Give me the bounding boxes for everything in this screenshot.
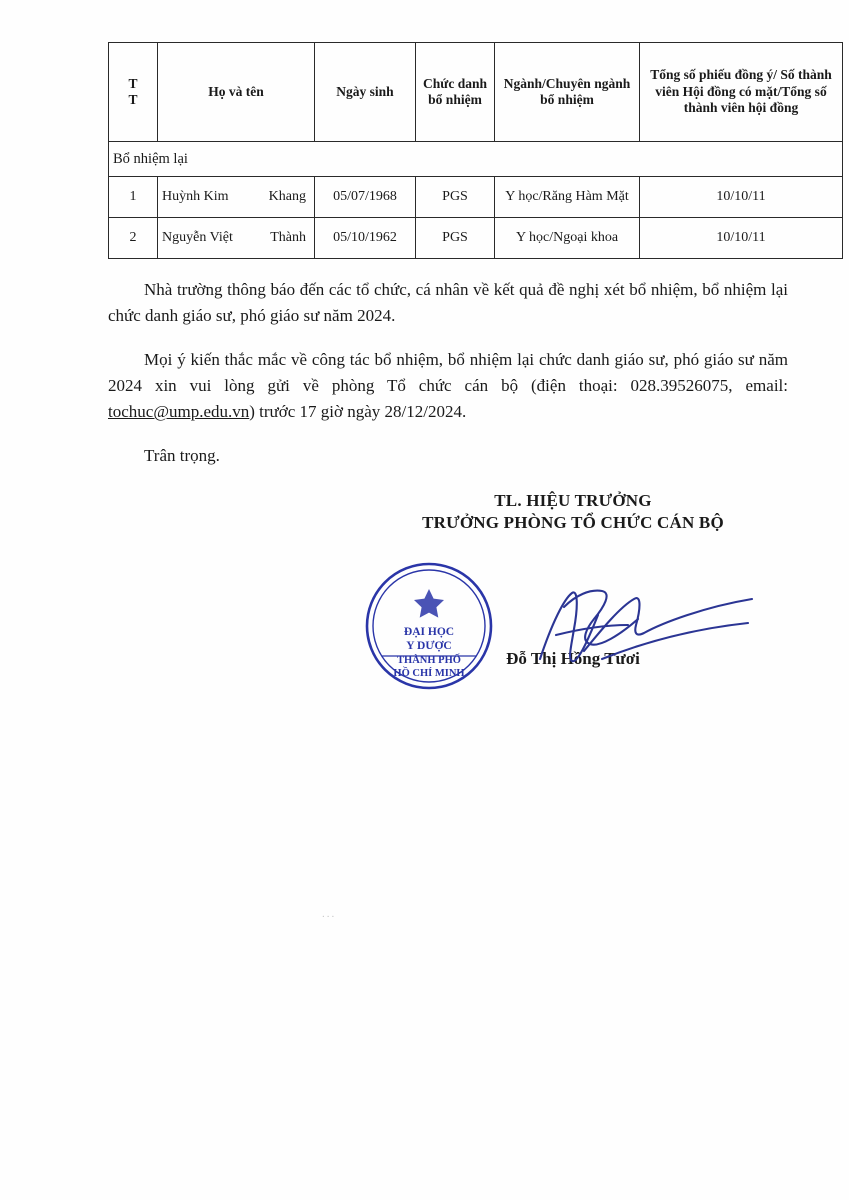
column-header-name: Họ và tên xyxy=(158,43,315,142)
signer-name: Đỗ Thị Hồng Tươi xyxy=(506,649,640,669)
cell-title: PGS xyxy=(416,177,495,218)
cell-votes: 10/10/11 xyxy=(640,177,843,218)
cell-major: Y học/Ngoại khoa xyxy=(495,218,640,259)
table-body xyxy=(109,142,843,259)
signature-role-line1: TL. HIỆU TRƯỞNG xyxy=(494,491,652,511)
column-header-major: Ngành/Chuyên ngành bổ nhiệm xyxy=(495,43,640,142)
document-content xyxy=(108,42,832,680)
cell-index: 2 xyxy=(109,218,158,259)
cell-name-family: Huỳnh Kim xyxy=(162,189,229,204)
paragraph-announcement: Nhà trường thông báo đến các tổ chức, cá nhân về kết quả đề nghị xét bổ nhiệm, bổ nhiệm lại chức danh giáo sư, phó giáo sư năm 2024. xyxy=(108,280,788,326)
svg-text:ĐẠI HỌC: ĐẠI HỌC xyxy=(404,626,455,639)
column-header-index-line2: T xyxy=(128,92,138,107)
signature-role-line2: TRƯỞNG PHÒNG TỔ CHỨC CÁN BỘ xyxy=(422,513,724,533)
paragraph-regards: Trân trọng. xyxy=(144,445,220,465)
paragraph-contact-part2: ) trước 17 giờ ngày 28/12/2024. xyxy=(249,402,467,422)
cell-major: Y học/Răng Hàm Mặt xyxy=(495,177,640,218)
column-header-index xyxy=(109,43,158,142)
cell-dob: 05/07/1968 xyxy=(315,177,416,218)
handwritten-signature xyxy=(452,563,782,693)
column-header-votes: Tổng số phiếu đồng ý/ Số thành viên Hội đồng có mặt/Tổng số thành viên hội đồng xyxy=(640,43,843,142)
cell-index: 1 xyxy=(109,177,158,218)
table-row xyxy=(109,177,843,218)
signature-block xyxy=(108,491,788,680)
cell-name-given: Thành xyxy=(270,230,306,245)
official-stamp-icon xyxy=(362,559,496,693)
table-section-label: Bổ nhiệm lại xyxy=(109,142,843,177)
paragraph-contact-part1: Mọi ý kiến thắc mắc về công tác bổ nhiệm, bổ nhiệm lại chức danh giáo sư, phó giáo sư năm 2024 xin vui lòng gửi về phòng Tổ chức cán bộ (điện thoại: 028.39526075, email: xyxy=(108,349,788,396)
column-header-dob: Ngày sinh xyxy=(315,43,416,142)
table-section-row xyxy=(109,142,843,177)
cell-votes: 10/10/11 xyxy=(640,218,843,259)
cell-name xyxy=(158,218,315,259)
column-header-index-line1: T xyxy=(128,75,138,91)
signature-inner xyxy=(393,491,724,680)
table-header-row xyxy=(109,43,843,142)
cell-name-family: Nguyễn Việt xyxy=(162,230,233,245)
cell-name xyxy=(158,177,315,218)
cell-name-given: Khang xyxy=(268,189,306,204)
table-row xyxy=(109,218,843,259)
svg-text:THÀNH PHỐ: THÀNH PHỐ xyxy=(397,655,462,667)
svg-text:Y DƯỢC: Y DƯỢC xyxy=(406,640,452,653)
email-link[interactable]: tochuc@ump.edu.vn xyxy=(108,402,250,422)
cell-dob: 05/10/1962 xyxy=(315,218,416,259)
paragraph-contact xyxy=(108,347,788,426)
appointment-table xyxy=(108,42,843,259)
column-header-title: Chức danh bổ nhiệm xyxy=(416,43,495,142)
faint-artifact: ... xyxy=(322,908,337,920)
cell-title: PGS xyxy=(416,218,495,259)
table-header xyxy=(109,43,843,142)
svg-text:HỒ CHÍ MINH: HỒ CHÍ MINH xyxy=(393,668,465,680)
